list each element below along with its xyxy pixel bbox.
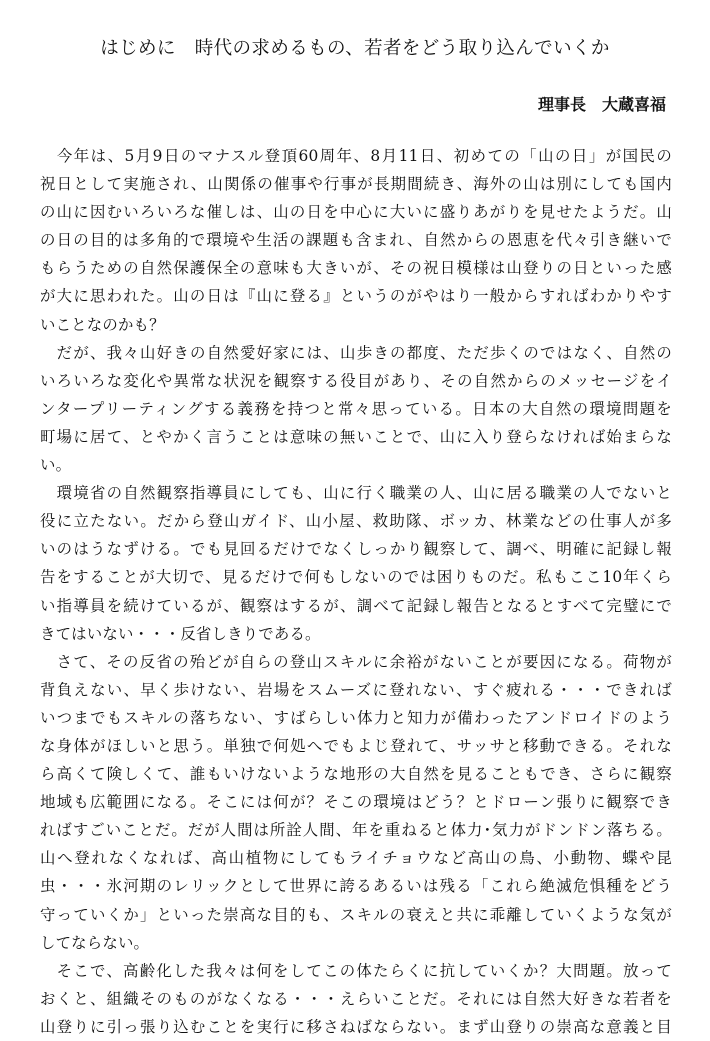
author-line: 理事長 大蔵喜福 bbox=[537, 95, 666, 114]
text-line: の日の目的は多角的で環境や生活の課題も含まれ、自然からの恩恵を代々引き継いで bbox=[40, 231, 672, 250]
text-line: ら高くて険しくて、誰もいけないような地形の大自然を見ることもでき、さらに観察 bbox=[40, 765, 672, 784]
text-line: 山へ登れなくなれば、高山植物にしてもライチョウなど高山の鳥、小動物、蝶や昆 bbox=[40, 849, 672, 868]
text-line: 告をすることが大切で、見るだけで何もしないのでは困りものだ。私もここ10年くら bbox=[40, 568, 672, 587]
text-line: い。 bbox=[40, 456, 72, 475]
text-line: い指導員を続けているが、観察はするが、調べて記録し報告となるとすべて完璧にで bbox=[40, 596, 672, 615]
text-line: の山に因むいろいろな催しは、山の日を中心に大いに盛りあがりを見せたようだ。山 bbox=[40, 203, 672, 222]
text-line: 祝日として実施され、山関係の催事や行事が長期間続き、海外の山は別にしても国内 bbox=[40, 175, 672, 194]
text-line: ればすごいことだ。だが人間は所詮人間、年を重ねると体力･気力がドンドン落ちる。 bbox=[40, 821, 672, 840]
text-line: いことなのかも？ bbox=[40, 315, 165, 334]
body-text bbox=[40, 142, 672, 1041]
text-line: いのはうなずける。でも見回るだけでなくしっかり観察して、調べ、明確に記録し報 bbox=[40, 540, 672, 559]
document-title: はじめに 時代の求めるもの、若者をどう取り込んでいくか bbox=[100, 38, 610, 59]
text-line: 町場に居て、とやかく言うことは意味の無いことで、山に入り登らなければ始まらな bbox=[40, 427, 672, 446]
text-line: 環境省の自然観察指導員にしても、山に行く職業の人、山に居る職業の人でないと bbox=[40, 484, 672, 503]
text-line: 背負えない、早く歩けない、岩場をスムーズに登れない、すぐ疲れる・・・できれば bbox=[40, 680, 672, 699]
text-line: ンタープリーティングする義務を持つと常々思っている。日本の大自然の環境問題を bbox=[40, 399, 672, 418]
text-line: 今年は、5月9日のマナスル登頂60周年、8月11日、初めての「山の日」が国民の bbox=[40, 147, 672, 165]
text-line: 虫・・・氷河期のレリックとして世界に誇るあるいは残る「これら絶滅危惧種をどう bbox=[40, 877, 672, 896]
text-line: いろいろな変化や異常な状況を観察する役目があり、その自然からのメッセージをイ bbox=[40, 371, 672, 390]
text-line: が大に思われた。山の日は『山に登る』というのがやはり一般からすればわかりやす bbox=[40, 287, 672, 306]
text-line: 役に立たない。だから登山ガイド、山小屋、救助隊、ボッカ、林業などの仕事人が多 bbox=[40, 512, 672, 531]
text-line: 守っていくか」といった崇高な目的も、スキルの衰えと共に乖離していくような気が bbox=[40, 905, 672, 924]
text-line: 山登りに引っ張り込むことを実行に移さねばならない。まず山登りの崇高な意義と目 bbox=[40, 1017, 672, 1036]
text-line: さて、その反省の殆どが自らの登山スキルに余裕がないことが要因になる。荷物が bbox=[40, 652, 672, 671]
text-line: いつまでもスキルの落ちない、すばらしい体力と知力が備わったアンドロイドのよう bbox=[40, 708, 672, 727]
text-line: おくと、組織そのものがなくなる・・・えらいことだ。それには自然大好きな若者を bbox=[40, 989, 672, 1008]
text-line: してならない。 bbox=[40, 933, 150, 952]
text-line: 地域も広範囲になる。そこには何が？そこの環境はどう？とドローン張りに観察でき bbox=[40, 793, 672, 812]
text-line: な身体がほしいと思う。単独で何処へでもよじ登れて、サッサと移動できる。それな bbox=[40, 736, 672, 755]
text-line: そこで、高齢化した我々は何をしてこの体たらくに抗していくか？大問題。放って bbox=[40, 961, 672, 980]
text-line: もらうための自然保護保全の意味も大きいが、その祝日模様は山登りの日といった感 bbox=[40, 259, 672, 278]
text-line: きてはいない・・・反省しきりである。 bbox=[40, 624, 321, 643]
text-line: だが、我々山好きの自然愛好家には、山歩きの都度、ただ歩くのではなく、自然の bbox=[40, 343, 672, 362]
